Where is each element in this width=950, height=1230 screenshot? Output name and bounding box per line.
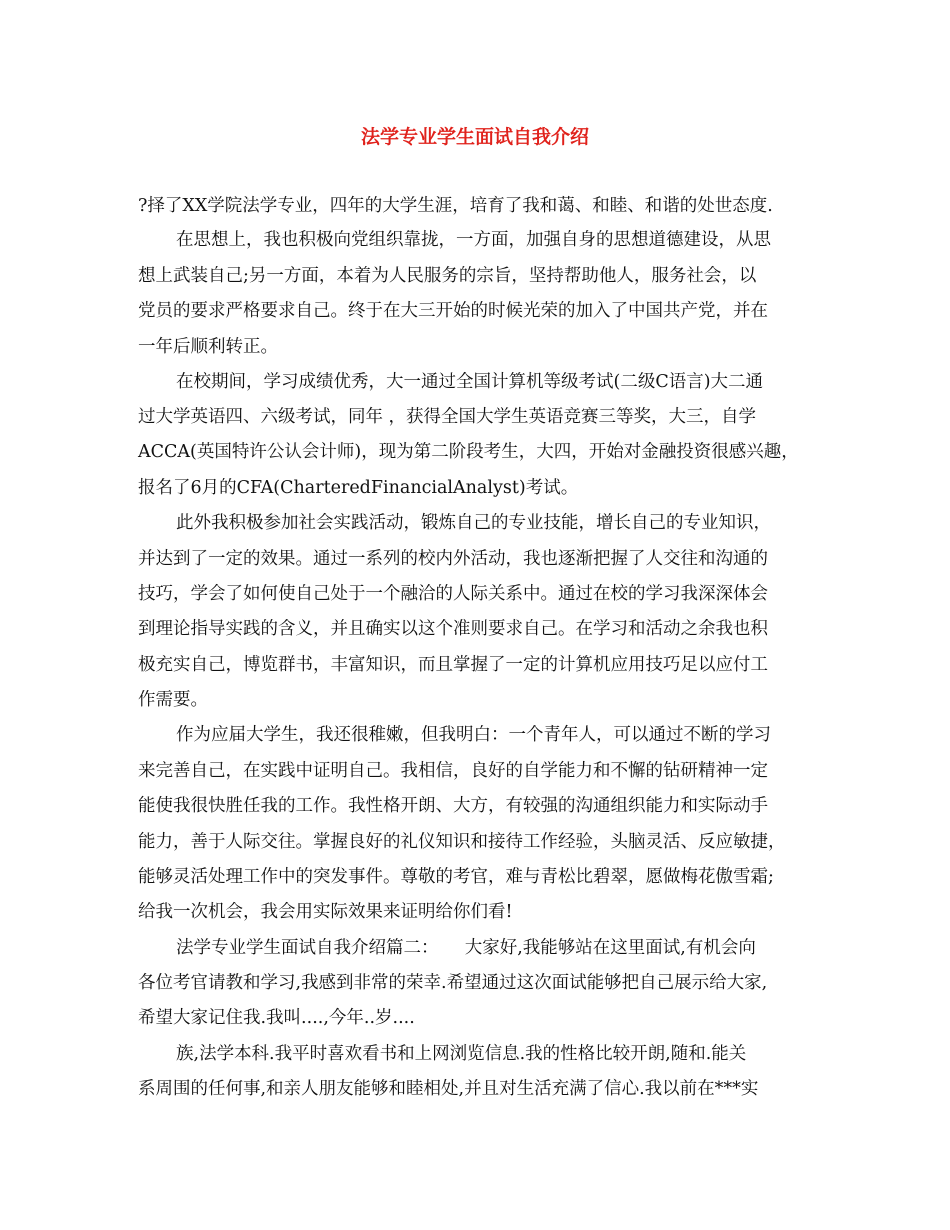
paragraph-line: 族,法学本科.我平时喜欢看书和上网浏览信息.我的性格比较开朗,随和.能关 (176, 1044, 747, 1064)
paragraph-line: 系周围的任何事,和亲人朋友能够和睦相处,并且对生活充满了信心.我以前在***实 (138, 1079, 759, 1099)
document-title: 法学专业学生面试自我介绍 (360, 126, 589, 148)
paragraph-line: 能使我很快胜任我的工作。我性格开朗、大方，有较强的沟通组织能力和实际动手 (138, 796, 768, 816)
paragraph-line: 各位考官请教和学习,我感到非常的荣幸.希望通过这次面试能够把自己展示给大家, (138, 973, 768, 993)
paragraph-line: 过大学英语四、六级考试，同年 ，获得全国大学生英语竞赛三等奖，大三，自学 (138, 407, 757, 427)
paragraph-line: 技巧，学会了如何使自己处于一个融洽的人际关系中。通过在校的学习我深深体会 (138, 584, 768, 604)
paragraph-line: 一年后顺利转正。 (138, 337, 278, 357)
paragraph-line: 作需要。 (138, 690, 208, 710)
paragraph-line: 希望大家记住我.我叫....,今年..岁.... (138, 1008, 415, 1028)
paragraph-line: 来完善自己，在实践中证明自己。我相信，良好的自学能力和不懈的钻研精神一定 (138, 761, 768, 781)
paragraph-line: 给我一次机会，我会用实际效果来证明给你们看! (138, 902, 513, 922)
paragraph-line: 法学专业学生面试自我介绍篇二： 大家好,我能够站在这里面试,有机会向 (176, 938, 756, 958)
paragraph-line: 到理论指导实践的含义，并且确实以这个准则要求自己。在学习和活动之余我也积 (138, 619, 768, 639)
paragraph-line: 能够灵活处理工作中的突发事件。尊敬的考官，难与青松比碧翠，愿做梅花傲雪霜; (138, 867, 774, 887)
paragraph-line: 党员的要求严格要求自己。终于在大三开始的时候光荣的加入了中国共产党，并在 (138, 301, 768, 321)
paragraph-line: ?择了XX学院法学专业，四年的大学生涯，培育了我和蔼、和睦、和谐的处世态度. (138, 196, 773, 216)
paragraph-line: 此外我积极参加社会实践活动，锻炼自己的专业技能，增长自己的专业知识， (176, 513, 771, 533)
paragraph-line: 报名了6月的CFA(CharteredFinancialAnalyst)考试。 (138, 478, 579, 498)
paragraph-line: 作为应届大学生，我还很稚嫩，但我明白：一个青年人，可以通过不断的学习 (176, 725, 771, 745)
paragraph-line: 极充实自己，博览群书，丰富知识，而且掌握了一定的计算机应用技巧足以应付工 (138, 655, 768, 675)
paragraph-line: ACCA(英国特许公认会计师)，现为第二阶段考生，大四，开始对金融投资很感兴趣， (138, 442, 799, 462)
paragraph-line: 想上武装自己;另一方面，本着为人民服务的宗旨，坚持帮助他人，服务社会，以 (138, 266, 757, 286)
paragraph-line: 在思想上，我也积极向党组织靠拢，一方面，加强自身的思想道德建设，从思 (176, 230, 771, 250)
paragraph-line: 能力，善于人际交往。掌握良好的礼仪知识和接待工作经验，头脑灵活、反应敏捷， (138, 832, 786, 852)
paragraph-line: 并达到了一定的效果。通过一系列的校内外活动，我也逐渐把握了人交往和沟通的 (138, 549, 768, 569)
paragraph-line: 在校期间，学习成绩优秀，大一通过全国计算机等级考试(二级C语言)大二通 (176, 372, 764, 392)
